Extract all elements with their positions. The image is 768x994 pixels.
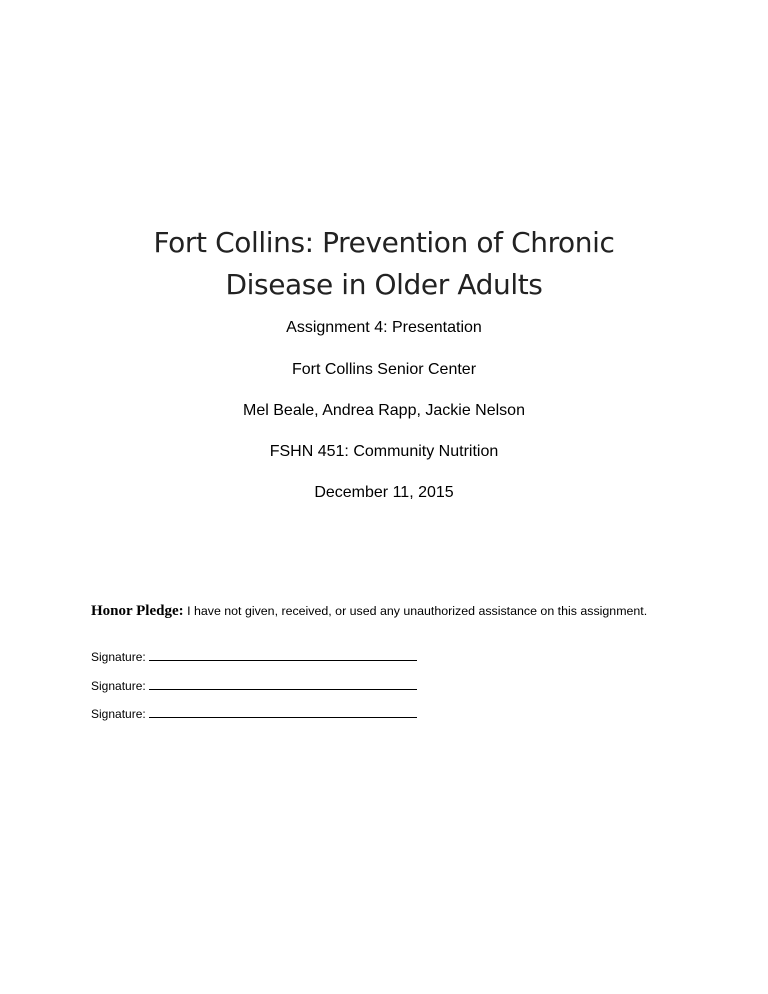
signature-blank	[149, 705, 417, 718]
assignment-label: Assignment 4: Presentation	[286, 319, 482, 336]
date-label: December 11, 2015	[314, 484, 454, 501]
honor-pledge-label: Honor Pledge:	[91, 603, 184, 619]
location-label: Fort Collins Senior Center	[291, 361, 477, 378]
honor-pledge-text: I have not given, received, or used any unauthorized assistance on this assignment.	[183, 604, 648, 618]
title-line-1: Fort Collins: Prevention of Chronic	[153, 226, 615, 259]
signature-label: Signature:	[91, 679, 146, 693]
signature-line-3	[91, 705, 491, 722]
signature-label: Signature:	[91, 707, 146, 721]
signature-line-2	[91, 677, 491, 694]
course-label: FSHN 451: Community Nutrition	[269, 443, 499, 460]
document-title	[84, 222, 684, 306]
signature-line-1	[91, 648, 491, 665]
authors-label: Mel Beale, Andrea Rapp, Jackie Nelson	[243, 402, 525, 419]
signature-blank	[149, 648, 417, 661]
signature-blank	[149, 677, 417, 690]
signature-label: Signature:	[91, 650, 146, 664]
honor-pledge	[91, 602, 731, 620]
title-line-2: Disease in Older Adults	[225, 268, 543, 301]
